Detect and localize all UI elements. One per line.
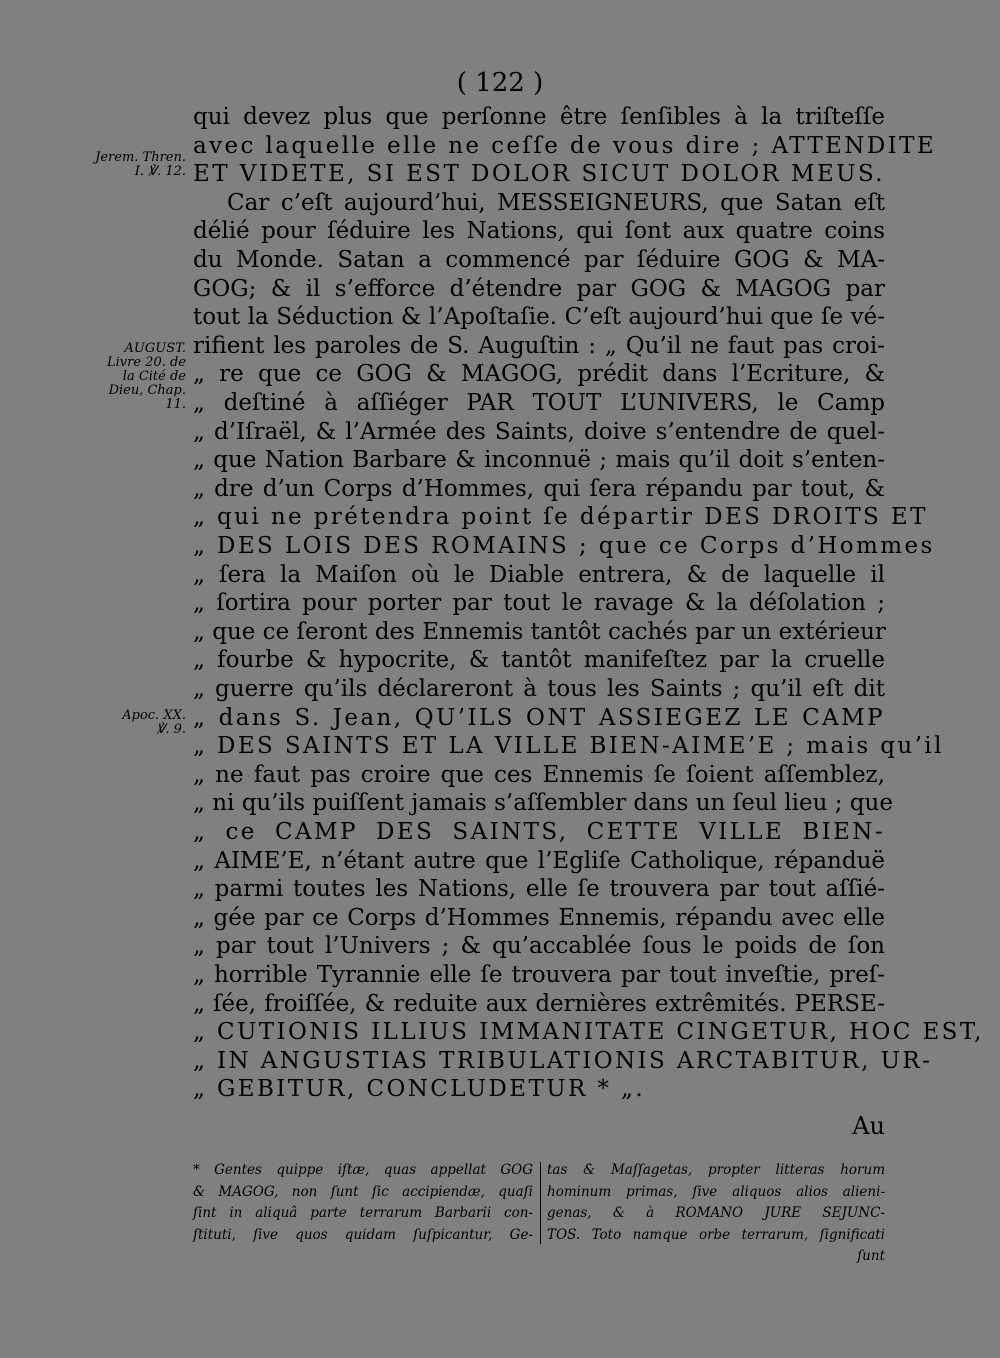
footnote-line: tas & Maſſagetas, propter litteras horum xyxy=(547,1162,885,1178)
footnote-line: * Gentes quippe iſtæ, quas appellat GOG xyxy=(193,1162,533,1178)
footnote-line: hominum primas, ſive aliquos alios alieni- xyxy=(547,1183,885,1200)
text-line: „ ni qu’ils puiſſent jamais s’aſſembler dans un ſeul lieu ; que xyxy=(193,790,893,817)
margin-note-line: Dieu, Chap. xyxy=(108,383,186,398)
text-line: „ d’Iſraël, & l’Armée des Saints, doive s’entendre de quel- xyxy=(193,418,885,445)
text-line: „ DES SAINTS ET LA VILLE BIEN-AIME’E ; mais qu’il xyxy=(193,733,944,760)
margin-note xyxy=(82,342,186,412)
text-line: „ deſtiné à aſſiéger PAR TOUT L’UNIVERS, le Camp xyxy=(193,390,885,416)
text-line: „ par tout l’Univers ; & qu’accablée ſous le poids de ſon xyxy=(193,933,885,960)
footnote-line: & MAGOG, non ſunt ſic accipiendæ, quaſi xyxy=(193,1183,533,1200)
footnote-left-column xyxy=(193,1160,533,1246)
margin-note-line: Jerem. Thren. xyxy=(95,150,186,165)
footnote-right-column xyxy=(547,1160,885,1268)
text-line: „ horrible Tyrannie elle ſe trouvera par tout inveſtie, preſ- xyxy=(193,962,885,988)
text-line: „ GEBITUR, CONCLUDETUR * „. xyxy=(193,1076,646,1103)
text-line: „ re que ce GOG & MAGOG, prédit dans l’Ecriture, & xyxy=(193,361,885,388)
text-line: „ qui ne prétendra point ſe départir DES DROITS ET xyxy=(193,504,928,531)
text-line: „ gée par ce Corps d’Hommes Ennemis, répandu avec elle xyxy=(193,904,885,931)
text-line: „ ſortira pour porter par tout le ravage & la déſolation ; xyxy=(193,590,885,617)
footnote-line: ſunt xyxy=(857,1248,885,1264)
margin-note-line: AUGUST. xyxy=(124,341,186,356)
text-line: „ parmi toutes les Nations, elle ſe trouvera par tout aſſié- xyxy=(193,876,885,903)
text-line: „ ne faut pas croire que ces Ennemis ſe ſoient aſſemblez, xyxy=(193,761,885,788)
text-line: Car c’eſt aujourd’hui, MESSEIGNEURS, que Satan eſt xyxy=(227,189,885,216)
margin-note xyxy=(82,151,186,179)
text-line: tout la Séduction & l’Apoſtaſie. C’eſt aujourd’hui que ſe vé- xyxy=(193,304,885,331)
text-line: „ ce CAMP DES SAINTS, CETTE VILLE BIEN- xyxy=(193,819,885,845)
text-line: délié pour ſéduire les Nations, qui ſont aux quatre coins xyxy=(193,218,885,245)
page-number: ( 122 ) xyxy=(456,68,544,98)
text-line: ET VIDETE, SI EST DOLOR SICUT DOLOR MEUS. xyxy=(193,161,885,188)
text-line: „ dans S. Jean, QU’ILS ONT ASSIEGEZ LE CAMP xyxy=(193,704,885,731)
margin-note-line: ℣. 9. xyxy=(156,722,186,737)
text-line: „ DES LOIS DES ROMAINS ; que ce Corps d’Hommes xyxy=(193,533,935,559)
text-line: du Monde. Satan a commencé par ſéduire GOG & MA- xyxy=(193,247,885,273)
footnote-line: TOS. Toto namque orbe terrarum, ſignificati xyxy=(547,1226,885,1243)
text-line: „ guerre qu’ils déclareront à tous les Saints ; qu’il eſt dit xyxy=(193,676,885,702)
text-line: „ CUTIONIS ILLIUS IMMANITATE CINGETUR, HOC EST, xyxy=(193,1019,984,1046)
text-line: „ que ce ſeront des Ennemis tantôt cachés par un extérieur xyxy=(193,618,886,645)
text-line: „ ſée, froiſſée, & reduite aux dernières extrêmités. PERSE- xyxy=(193,990,885,1017)
margin-note-line: Apoc. XX. xyxy=(122,708,186,723)
margin-note-line: Livre 20. de xyxy=(107,355,186,370)
text-line: avec laquelle elle ne ceſſe de vous dire ; ATTENDITE xyxy=(193,132,937,159)
margin-note-line: la Cité de xyxy=(122,369,186,384)
text-line: rifient les paroles de S. Auguſtin : „ Qu’il ne faut pas croi- xyxy=(193,332,885,359)
text-line: „ que Nation Barbare & inconnuë ; mais qu’il doit s’enten- xyxy=(193,447,885,474)
footnote-line: genas, & à ROMANO JURE SEJUNC- xyxy=(547,1205,885,1221)
margin-note xyxy=(82,709,186,737)
text-line: GOG; & il s’efforce d’étendre par GOG & MAGOG par xyxy=(193,275,885,302)
text-line: qui devez plus que perſonne être ſenſibles à la triſteſſe xyxy=(193,104,885,130)
footnote-line: ſint in aliquâ parte terrarum Barbarii con- xyxy=(193,1205,533,1221)
footnote-line: ſtituti, ſive quos quidam ſuſpicantur, Ge- xyxy=(193,1226,533,1243)
text-line: „ ſera la Maiſon où le Diable entrera, & de laquelle il xyxy=(193,561,885,588)
text-line: „ AIME’E, n’étant autre que l’Egliſe Catholique, répanduë xyxy=(193,847,885,874)
text-line: „ fourbe & hypocrite, & tantôt manifeſtez par la cruelle xyxy=(193,647,885,674)
margin-note-line: I. ℣. 12. xyxy=(134,164,186,179)
catchword: Au xyxy=(852,1112,885,1140)
text-line: „ dre d’un Corps d’Hommes, qui ſera répandu par tout, & xyxy=(193,475,885,502)
footnote-column-rule xyxy=(540,1162,541,1244)
margin-note-line: 11. xyxy=(165,397,186,412)
text-line: „ IN ANGUSTIAS TRIBULATIONIS ARCTABITUR, UR- xyxy=(193,1047,933,1074)
